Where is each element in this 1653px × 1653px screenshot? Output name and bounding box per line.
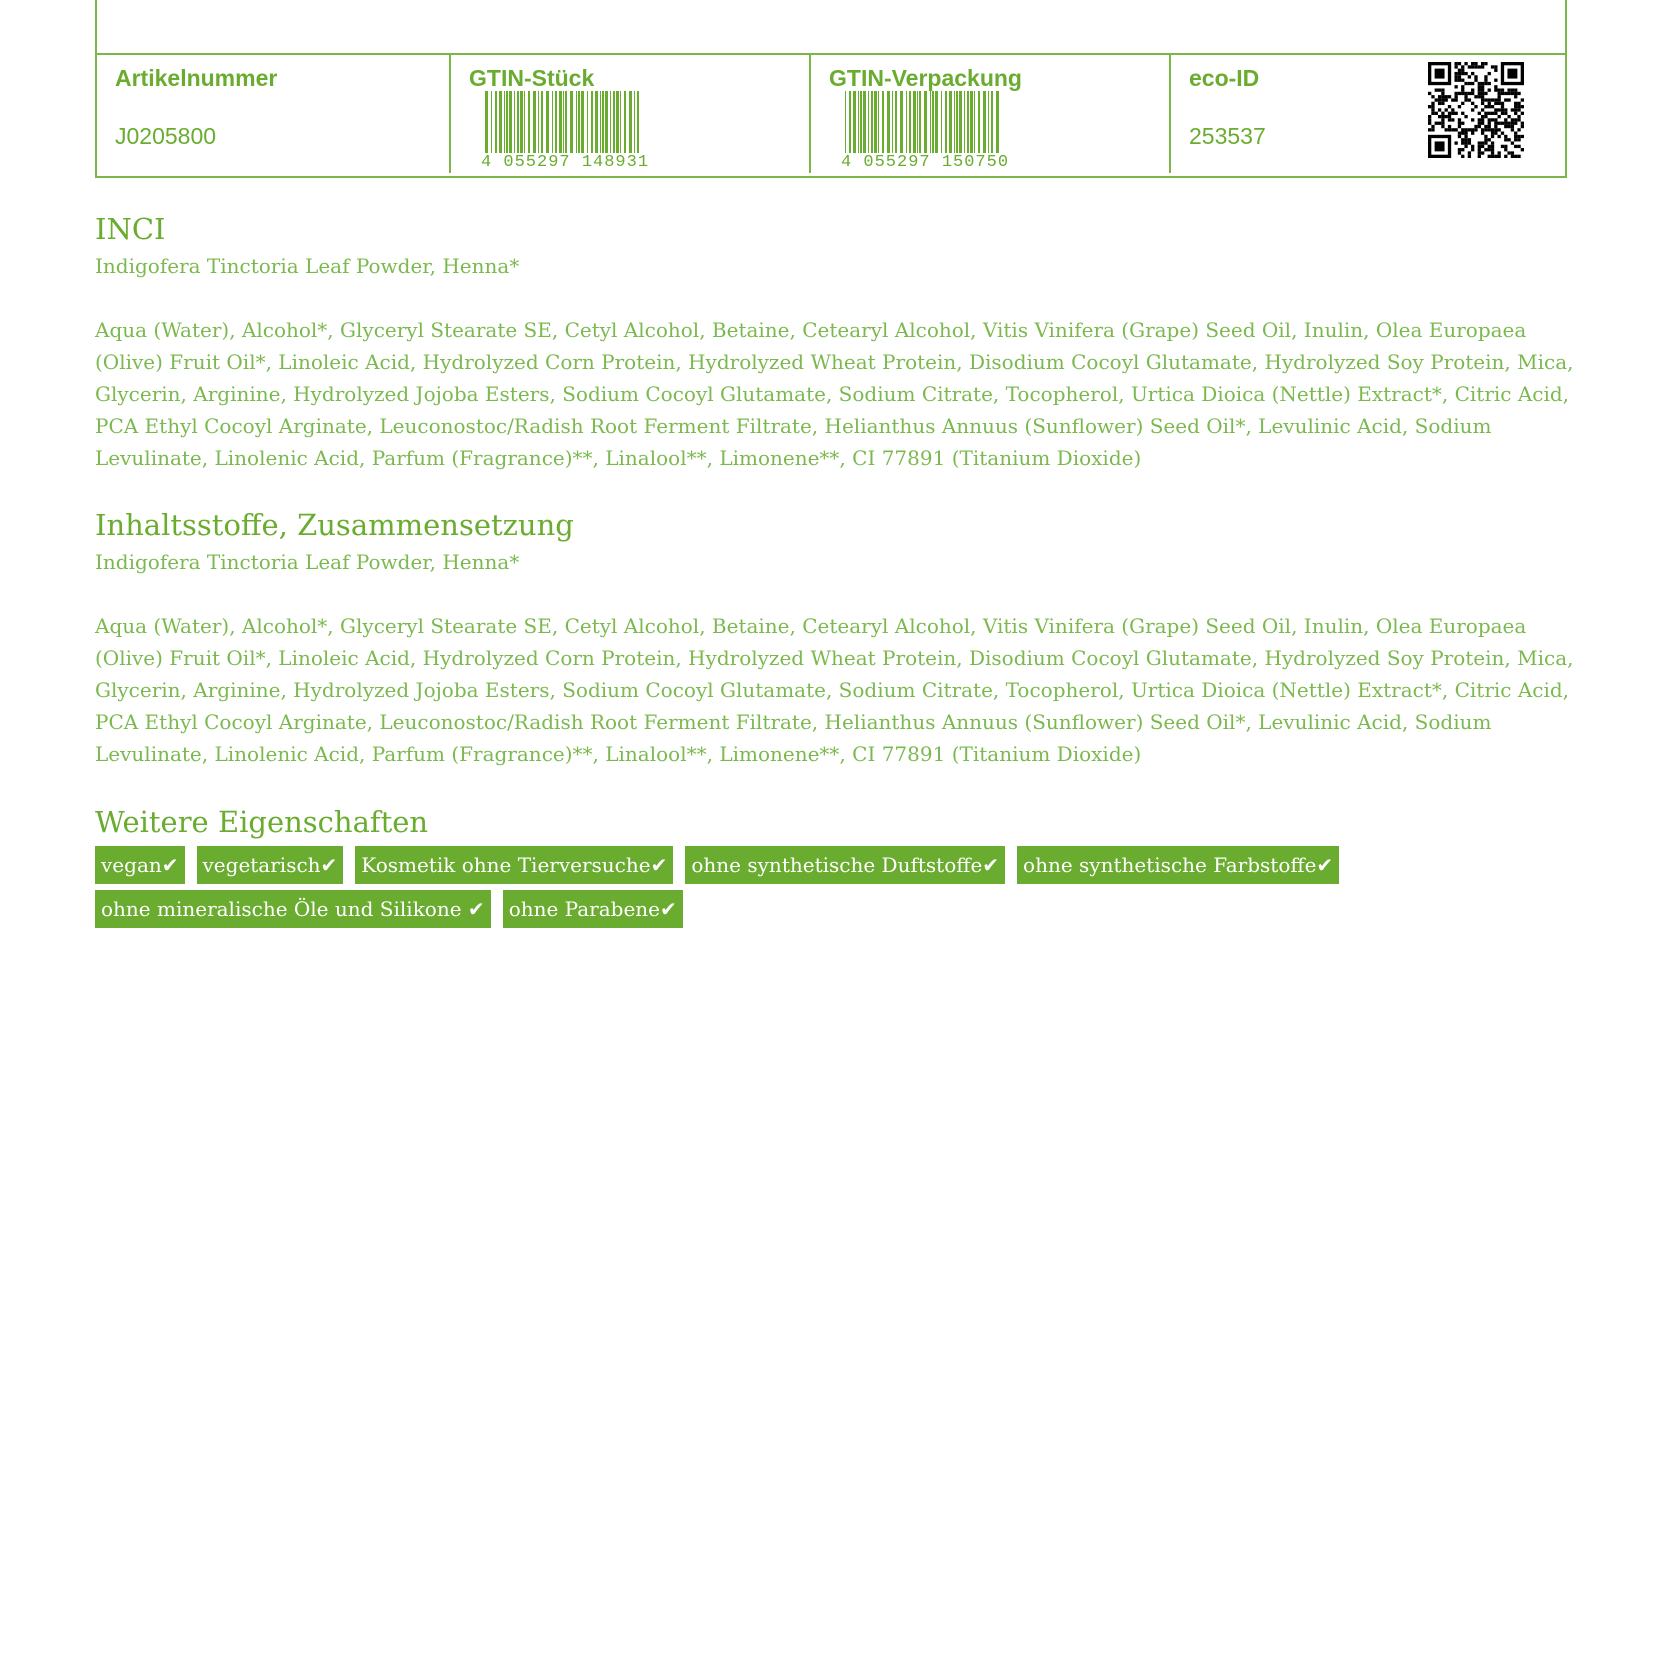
property-tag: vegan✔ (95, 846, 185, 884)
properties-tags (95, 846, 1575, 934)
gtin-stueck-label: GTIN-Stück (469, 65, 595, 91)
artikelnummer-value: J0205800 (115, 123, 217, 149)
artikelnummer-label: Artikelnummer (115, 65, 278, 91)
inhaltsstoffe-ingredients: Aqua (Water), Alcohol*, Glyceryl Stearate SE, Cetyl Alcohol, Betaine, Cetearyl Alcohol, Vitis Vinifera (Grape) Seed Oil, Inulin, Olea Europaea (Olive) Fruit Oil*, Linoleic Acid, Hydrolyzed Corn Protein, Hydrolyzed Wheat Protein, Disodium Cocoyl Glutamate, Hydrolyzed Soy Protein, Mica, Glycerin, Arginine, Hydrolyzed Jojoba Esters, Sodium Cocoyl Glutamate, Sodium Citrate, Tocopherol, Urtica Dioica (Nettle) Extract*, Citric Acid, PCA Ethyl Cocoyl Arginate, Leuconostoc/Radish Root Ferment Filtrate, Helianthus Annuus (Sunflower) Seed Oil*, Levulinic Acid, Sodium Levulinate, Linolenic Acid, Parfum (Fragrance)**, Linalool**, Limonene**, CI 77891 (Titanium Dioxide) (95, 614, 1574, 766)
property-tag: ohne mineralische Öle und Silikone ✔ (95, 890, 491, 928)
inci-ingredients: Aqua (Water), Alcohol*, Glyceryl Stearate SE, Cetyl Alcohol, Betaine, Cetearyl Alcohol, Vitis Vinifera (Grape) Seed Oil, Inulin, Olea Europaea (Olive) Fruit Oil*, Linoleic Acid, Hydrolyzed Corn Protein, Hydrolyzed Wheat Protein, Disodium Cocoyl Glutamate, Hydrolyzed Soy Protein, Mica, Glycerin, Arginine, Hydrolyzed Jojoba Esters, Sodium Cocoyl Glutamate, Sodium Citrate, Tocopherol, Urtica Dioica (Nettle) Extract*, Citric Acid, PCA Ethyl Cocoyl Arginate, Leuconostoc/Radish Root Ferment Filtrate, Helianthus Annuus (Sunflower) Seed Oil*, Levulinic Acid, Sodium Levulinate, Linolenic Acid, Parfum (Fragrance)**, Linalool**, Limonene**, CI 77891 (Titanium Dioxide) (95, 318, 1574, 470)
property-tag: ohne synthetische Duftstoffe✔ (685, 846, 1005, 884)
inci-heading: INCI (95, 212, 166, 246)
gtin-stueck-digits: 4 055297 148931 (481, 153, 650, 172)
properties-section (95, 805, 1575, 839)
properties-heading: Weitere Eigenschaften (95, 805, 429, 839)
gtin-verpackung-label: GTIN-Verpackung (829, 65, 1022, 91)
inhaltsstoffe-section (95, 508, 1575, 770)
qr-code-icon (1428, 62, 1524, 158)
inci-section (95, 212, 1575, 474)
inci-primary-ingredients: Indigofera Tinctoria Leaf Powder, Henna* (95, 254, 520, 278)
property-tag: ohne Parabene✔ (503, 890, 683, 928)
eco-id-value: 253537 (1189, 123, 1266, 149)
property-tag: vegetarisch✔ (197, 846, 344, 884)
gtin-verpackung-digits: 4 055297 150750 (841, 153, 1010, 172)
property-tag: Kosmetik ohne Tierversuche✔ (355, 846, 673, 884)
gtin-verpackung-cell (811, 55, 1169, 171)
inhaltsstoffe-primary-ingredients: Indigofera Tinctoria Leaf Powder, Henna* (95, 550, 520, 574)
product-info-box (95, 0, 1567, 178)
artikelnummer-cell (97, 55, 449, 171)
eco-id-label: eco-ID (1189, 65, 1260, 91)
property-tag: ohne synthetische Farbstoffe✔ (1017, 846, 1339, 884)
gtin-stueck-cell (451, 55, 809, 171)
inhaltsstoffe-heading: Inhaltsstoffe, Zusammensetzung (95, 508, 574, 542)
